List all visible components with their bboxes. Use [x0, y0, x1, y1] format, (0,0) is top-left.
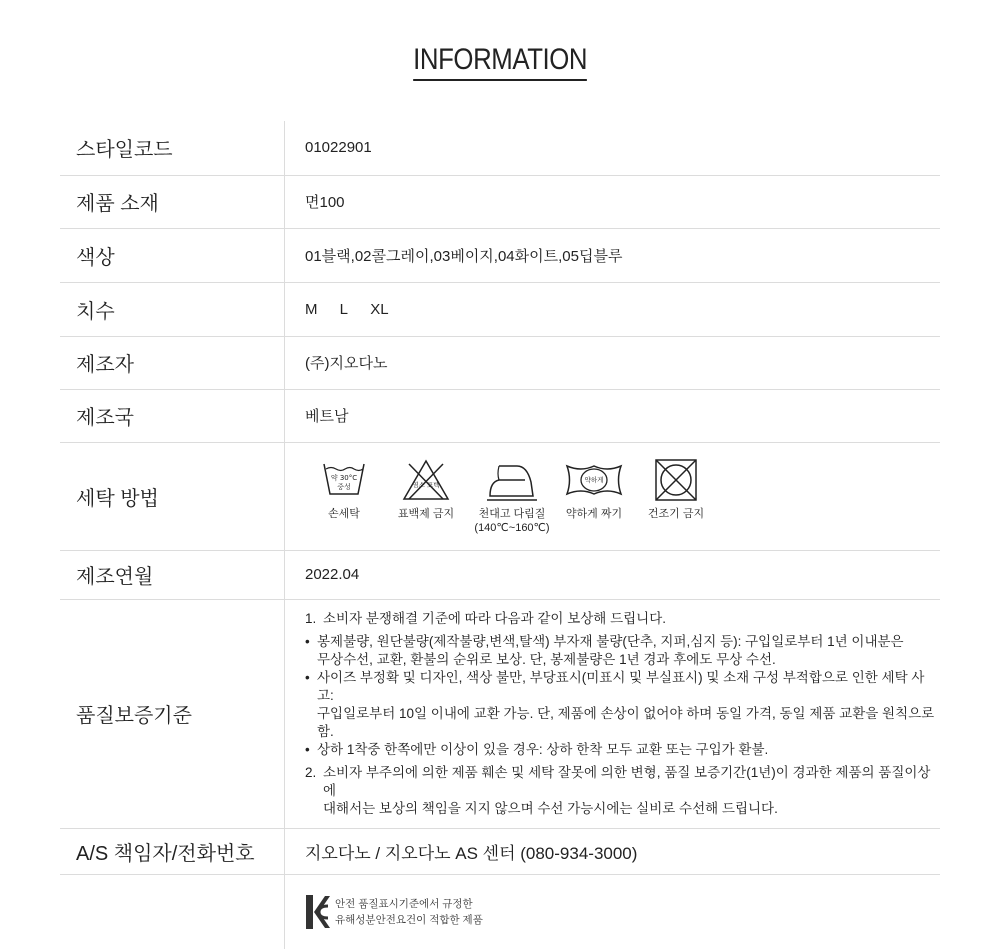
- table-row: [60, 874, 940, 949]
- row-label: 제조연월: [60, 550, 285, 599]
- gentle-wring-icon: [564, 458, 624, 502]
- care-caption: 약하게 짜기: [565, 508, 623, 520]
- table-row: [60, 175, 940, 228]
- bullet-line: 구입일로부터 10일 이내에 교환 가능. 단, 제품에 손상이 없어야 하며 동일 가격, 동일 제품 교환을 원칙으로 함.: [317, 705, 935, 739]
- row-label: 제조자: [60, 336, 285, 389]
- table-row: [60, 442, 940, 550]
- table-row: [60, 336, 940, 389]
- kc-text: [335, 896, 483, 928]
- item-text: 대해서는 보상의 책임을 지지 않으며 수선 가능시에는 실비로 수선해 드립니다.: [323, 800, 778, 816]
- info-table: [60, 121, 940, 949]
- table-row: [60, 550, 940, 599]
- color-value: 01블랙,02콜그레이,03베이지,04화이트,05딥블루: [285, 228, 941, 282]
- row-label: 색상: [60, 228, 285, 282]
- hand-wash-neutral: 중성: [337, 483, 351, 491]
- no-bleach-icon: [401, 458, 451, 502]
- bullet-mark: •: [305, 633, 310, 649]
- row-label: 제품 소재: [60, 175, 285, 228]
- table-row: [60, 228, 940, 282]
- row-label: 품질보증기준: [60, 599, 285, 828]
- bullet-line: 봉제불량, 원단불량(제작불량,변색,탈색) 부자재 불량(단추, 지퍼,심지 등): 구입일로부터 1년 이내분은: [317, 633, 904, 649]
- care-caption: 표백제 금지: [397, 508, 455, 520]
- bullet-mark: •: [305, 741, 310, 757]
- washing-value: [285, 442, 941, 550]
- row-label-empty: [60, 874, 285, 949]
- kc-mark: [305, 894, 940, 930]
- kc-certification-icon: [305, 894, 331, 930]
- care-caption-temp: (140℃~160℃): [474, 522, 550, 534]
- row-label: A/S 책임자/전화번호: [60, 828, 285, 874]
- table-row: [60, 828, 940, 874]
- kc-line-1: 안전 품질표시기준에서 규정한: [335, 897, 473, 910]
- care-caption: 손세탁: [328, 508, 360, 520]
- table-row: [60, 121, 940, 175]
- kc-value: [285, 874, 941, 949]
- item-text: 소비자 부주의에 의한 제품 훼손 및 세탁 잘못에 의한 변형, 품질 보증기간(1년)이 경과한 제품의 품질이상에: [323, 764, 931, 798]
- size-value: [285, 282, 941, 336]
- item-number: 1.: [305, 610, 317, 626]
- page-title: INFORMATION: [413, 43, 587, 81]
- country-value: 베트남: [285, 389, 941, 442]
- page-title-wrap: [0, 43, 1000, 81]
- table-row: [60, 282, 940, 336]
- bullet-mark: •: [305, 669, 310, 685]
- bullet-line: 사이즈 부정확 및 디자인, 색상 불만, 부당표시(미표시 및 부실표시) 및 소재 구성 부적합으로 인한 세탁 사고:: [317, 669, 925, 703]
- size-l: L: [339, 300, 349, 318]
- item-number: 2.: [305, 764, 317, 780]
- care-item: [305, 458, 383, 521]
- row-label: 제조국: [60, 389, 285, 442]
- quality-list: [305, 600, 940, 828]
- made-date-value: 2022.04: [285, 550, 941, 599]
- bullet-line: 상하 1착중 한쪽에만 이상이 있을 경우: 상하 한착 모두 교환 또는 구입가 환불.: [317, 741, 769, 757]
- material-value: 면100: [285, 175, 941, 228]
- care-icons: [305, 458, 940, 534]
- quality-item-2: [305, 764, 940, 818]
- quality-bullet: [305, 669, 940, 741]
- quality-bullet: [305, 633, 940, 669]
- as-value: 지오다노 / 지오다노 AS 센터 (080-934-3000): [285, 828, 941, 874]
- bleach-text: 염소 표백: [412, 481, 440, 489]
- row-label: 세탁 방법: [60, 442, 285, 550]
- maker-value: (주)지오다노: [285, 336, 941, 389]
- kc-line-2: 유해성분안전요건이 적합한 제품: [335, 913, 483, 926]
- iron-with-cloth-icon: [485, 458, 539, 502]
- care-item: [555, 458, 633, 521]
- care-caption: 천대고 다림질: [478, 508, 546, 520]
- care-item: [383, 458, 469, 521]
- care-caption: 건조기 금지: [647, 508, 705, 520]
- care-item: [633, 458, 719, 521]
- bullet-line: 무상수선, 교환, 환불의 순위로 보상. 단, 봉제불량은 1년 경과 후에도 무상 수선.: [317, 651, 776, 667]
- row-label: 치수: [60, 282, 285, 336]
- wring-text: 약하게: [584, 476, 604, 484]
- no-tumble-dry-icon: [654, 458, 698, 502]
- quality-value: [285, 599, 941, 828]
- care-item: [469, 458, 555, 534]
- table-row: [60, 599, 940, 828]
- style-code-value: 01022901: [285, 121, 941, 175]
- row-label: 스타일코드: [60, 121, 285, 175]
- item-text: 소비자 분쟁해결 기준에 따라 다음과 같이 보상해 드립니다.: [323, 610, 666, 626]
- quality-bullet: [305, 741, 940, 759]
- size-xl: XL: [370, 300, 389, 318]
- hand-wash-30-icon: [322, 458, 366, 502]
- hand-wash-temp: 약 30°C: [330, 474, 358, 482]
- size-m: M: [305, 300, 318, 318]
- table-row: [60, 389, 940, 442]
- quality-item-1: [305, 610, 940, 628]
